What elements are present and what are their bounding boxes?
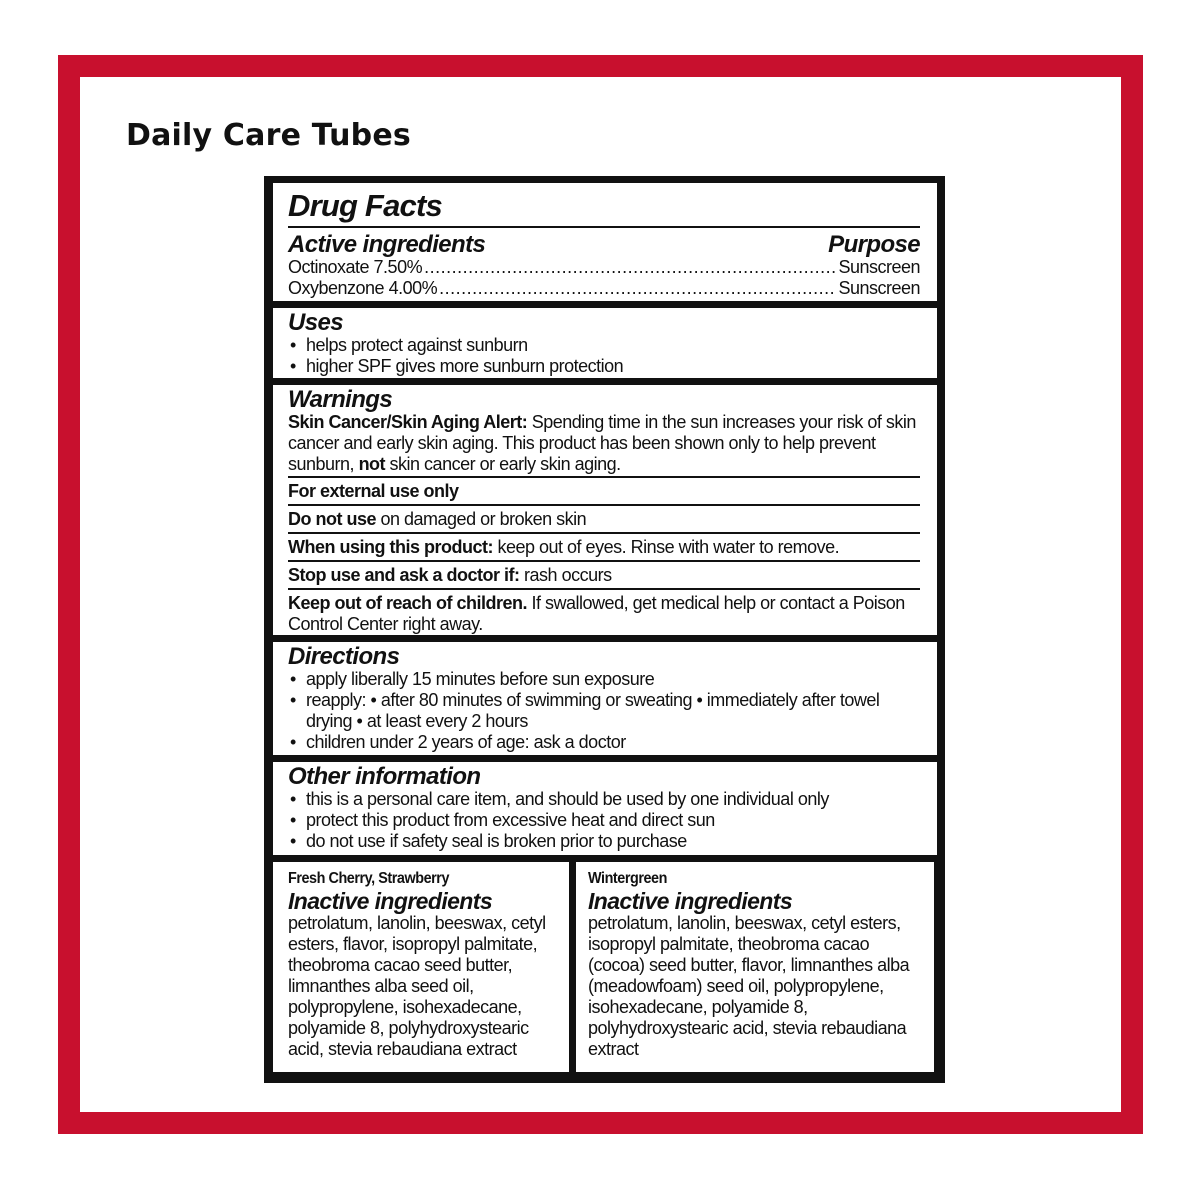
keep-out-text — [288, 590, 920, 637]
directions-section — [273, 642, 937, 755]
list-item: • helps protect against sunburn — [288, 335, 920, 356]
inactive-column-cherry-strawberry — [273, 862, 569, 1072]
other-information-list — [288, 789, 920, 852]
uses-section — [273, 308, 937, 378]
do-not-use-body: on damaged or broken skin — [376, 509, 587, 529]
warnings-heading: Warnings — [288, 386, 393, 413]
keep-out-label: Keep out of reach of children. — [288, 593, 528, 613]
inactive-column-wintergreen — [576, 862, 934, 1072]
stop-use-text — [288, 562, 920, 588]
warnings-section — [273, 385, 937, 635]
do-not-use-label: Do not use — [288, 509, 376, 529]
external-use-text: For external use only — [288, 481, 459, 501]
purpose-heading: Purpose — [828, 231, 920, 258]
divider — [288, 226, 920, 228]
skin-alert-body-end: skin cancer or early skin aging. — [385, 454, 621, 474]
inactive-ingredients-text: petrolatum, lanolin, beeswax, cetyl esters, isopropyl palmitate, theobroma cacao (cocoa) seed butter, flavor, limnanthes alba (meadowfoam) seed oil, polypropylene, isohexadecane, polyamide 8, polyhydroxystearic acid, stevia rebaudiana extract — [588, 913, 910, 1059]
active-ingredients-section — [273, 183, 937, 301]
skin-alert-body: Spending time in the sun increases your risk of skin cancer and early skin aging. This product has been shown only to help prevent sunburn, — [288, 412, 916, 474]
stop-use-body: rash occurs — [519, 565, 612, 585]
uses-list — [288, 335, 920, 377]
inactive-ingredients-heading: Inactive ingredients — [288, 888, 493, 914]
other-information-section — [273, 762, 937, 855]
directions-list — [288, 669, 920, 753]
list-item: • reapply: • after 80 minutes of swimming or sweating • immediately after towel drying • at least every 2 hours — [288, 690, 920, 732]
do-not-use-text — [288, 506, 920, 532]
inactive-ingredients-text: petrolatum, lanolin, beeswax, cetyl esters, flavor, isopropyl palmitate, theobroma cacao seed butter, limnanthes alba seed oil, polypropylene, isohexadecane, polyamide 8, polyhydroxystearic acid, stevia rebaudiana extract — [288, 913, 546, 1059]
directions-heading: Directions — [288, 643, 400, 670]
drug-facts-panel — [264, 176, 945, 1083]
dot-leader — [424, 257, 836, 278]
ingredient-purpose: Sunscreen — [838, 278, 920, 298]
ingredient-row — [288, 278, 920, 299]
ingredient-purpose: Sunscreen — [838, 257, 920, 277]
list-item: • apply liberally 15 minutes before sun exposure — [288, 669, 920, 690]
list-item: • children under 2 years of age: ask a doctor — [288, 732, 920, 753]
ingredient-name: Oxybenzone 4.00% — [288, 278, 438, 298]
list-item: • protect this product from excessive heat and direct sun — [288, 810, 920, 831]
other-information-heading: Other information — [288, 763, 481, 790]
when-using-text — [288, 534, 920, 560]
active-ingredients-header — [288, 232, 920, 257]
when-using-body: keep out of eyes. Rinse with water to remove. — [492, 537, 840, 557]
skin-alert-not: not — [358, 454, 386, 474]
skin-alert-text — [288, 412, 920, 476]
uses-heading: Uses — [288, 309, 343, 336]
page-title: Daily Care Tubes — [126, 118, 411, 153]
flavor-label: Wintergreen — [588, 870, 667, 887]
inactive-ingredients-section — [273, 862, 937, 1072]
dot-leader — [439, 278, 836, 299]
list-item: • higher SPF gives more sunburn protection — [288, 356, 920, 377]
stop-use-label: Stop use and ask a doctor if: — [288, 565, 520, 585]
drug-facts-title: Drug Facts — [288, 188, 442, 223]
inactive-ingredients-heading: Inactive ingredients — [588, 888, 793, 914]
skin-alert-label: Skin Cancer/Skin Aging Alert: — [288, 412, 528, 432]
flavor-label: Fresh Cherry, Strawberry — [288, 870, 450, 887]
ingredient-row — [288, 257, 920, 278]
keep-out-body: If swallowed, get medical help or contact a Poison Control Center right away. — [288, 593, 905, 634]
ingredient-name: Octinoxate 7.50% — [288, 257, 423, 277]
list-item: • do not use if safety seal is broken prior to purchase — [288, 831, 920, 852]
active-ingredients-heading: Active ingredients — [288, 231, 486, 258]
when-using-label: When using this product: — [288, 537, 493, 557]
list-item: • this is a personal care item, and should be used by one individual only — [288, 789, 920, 810]
